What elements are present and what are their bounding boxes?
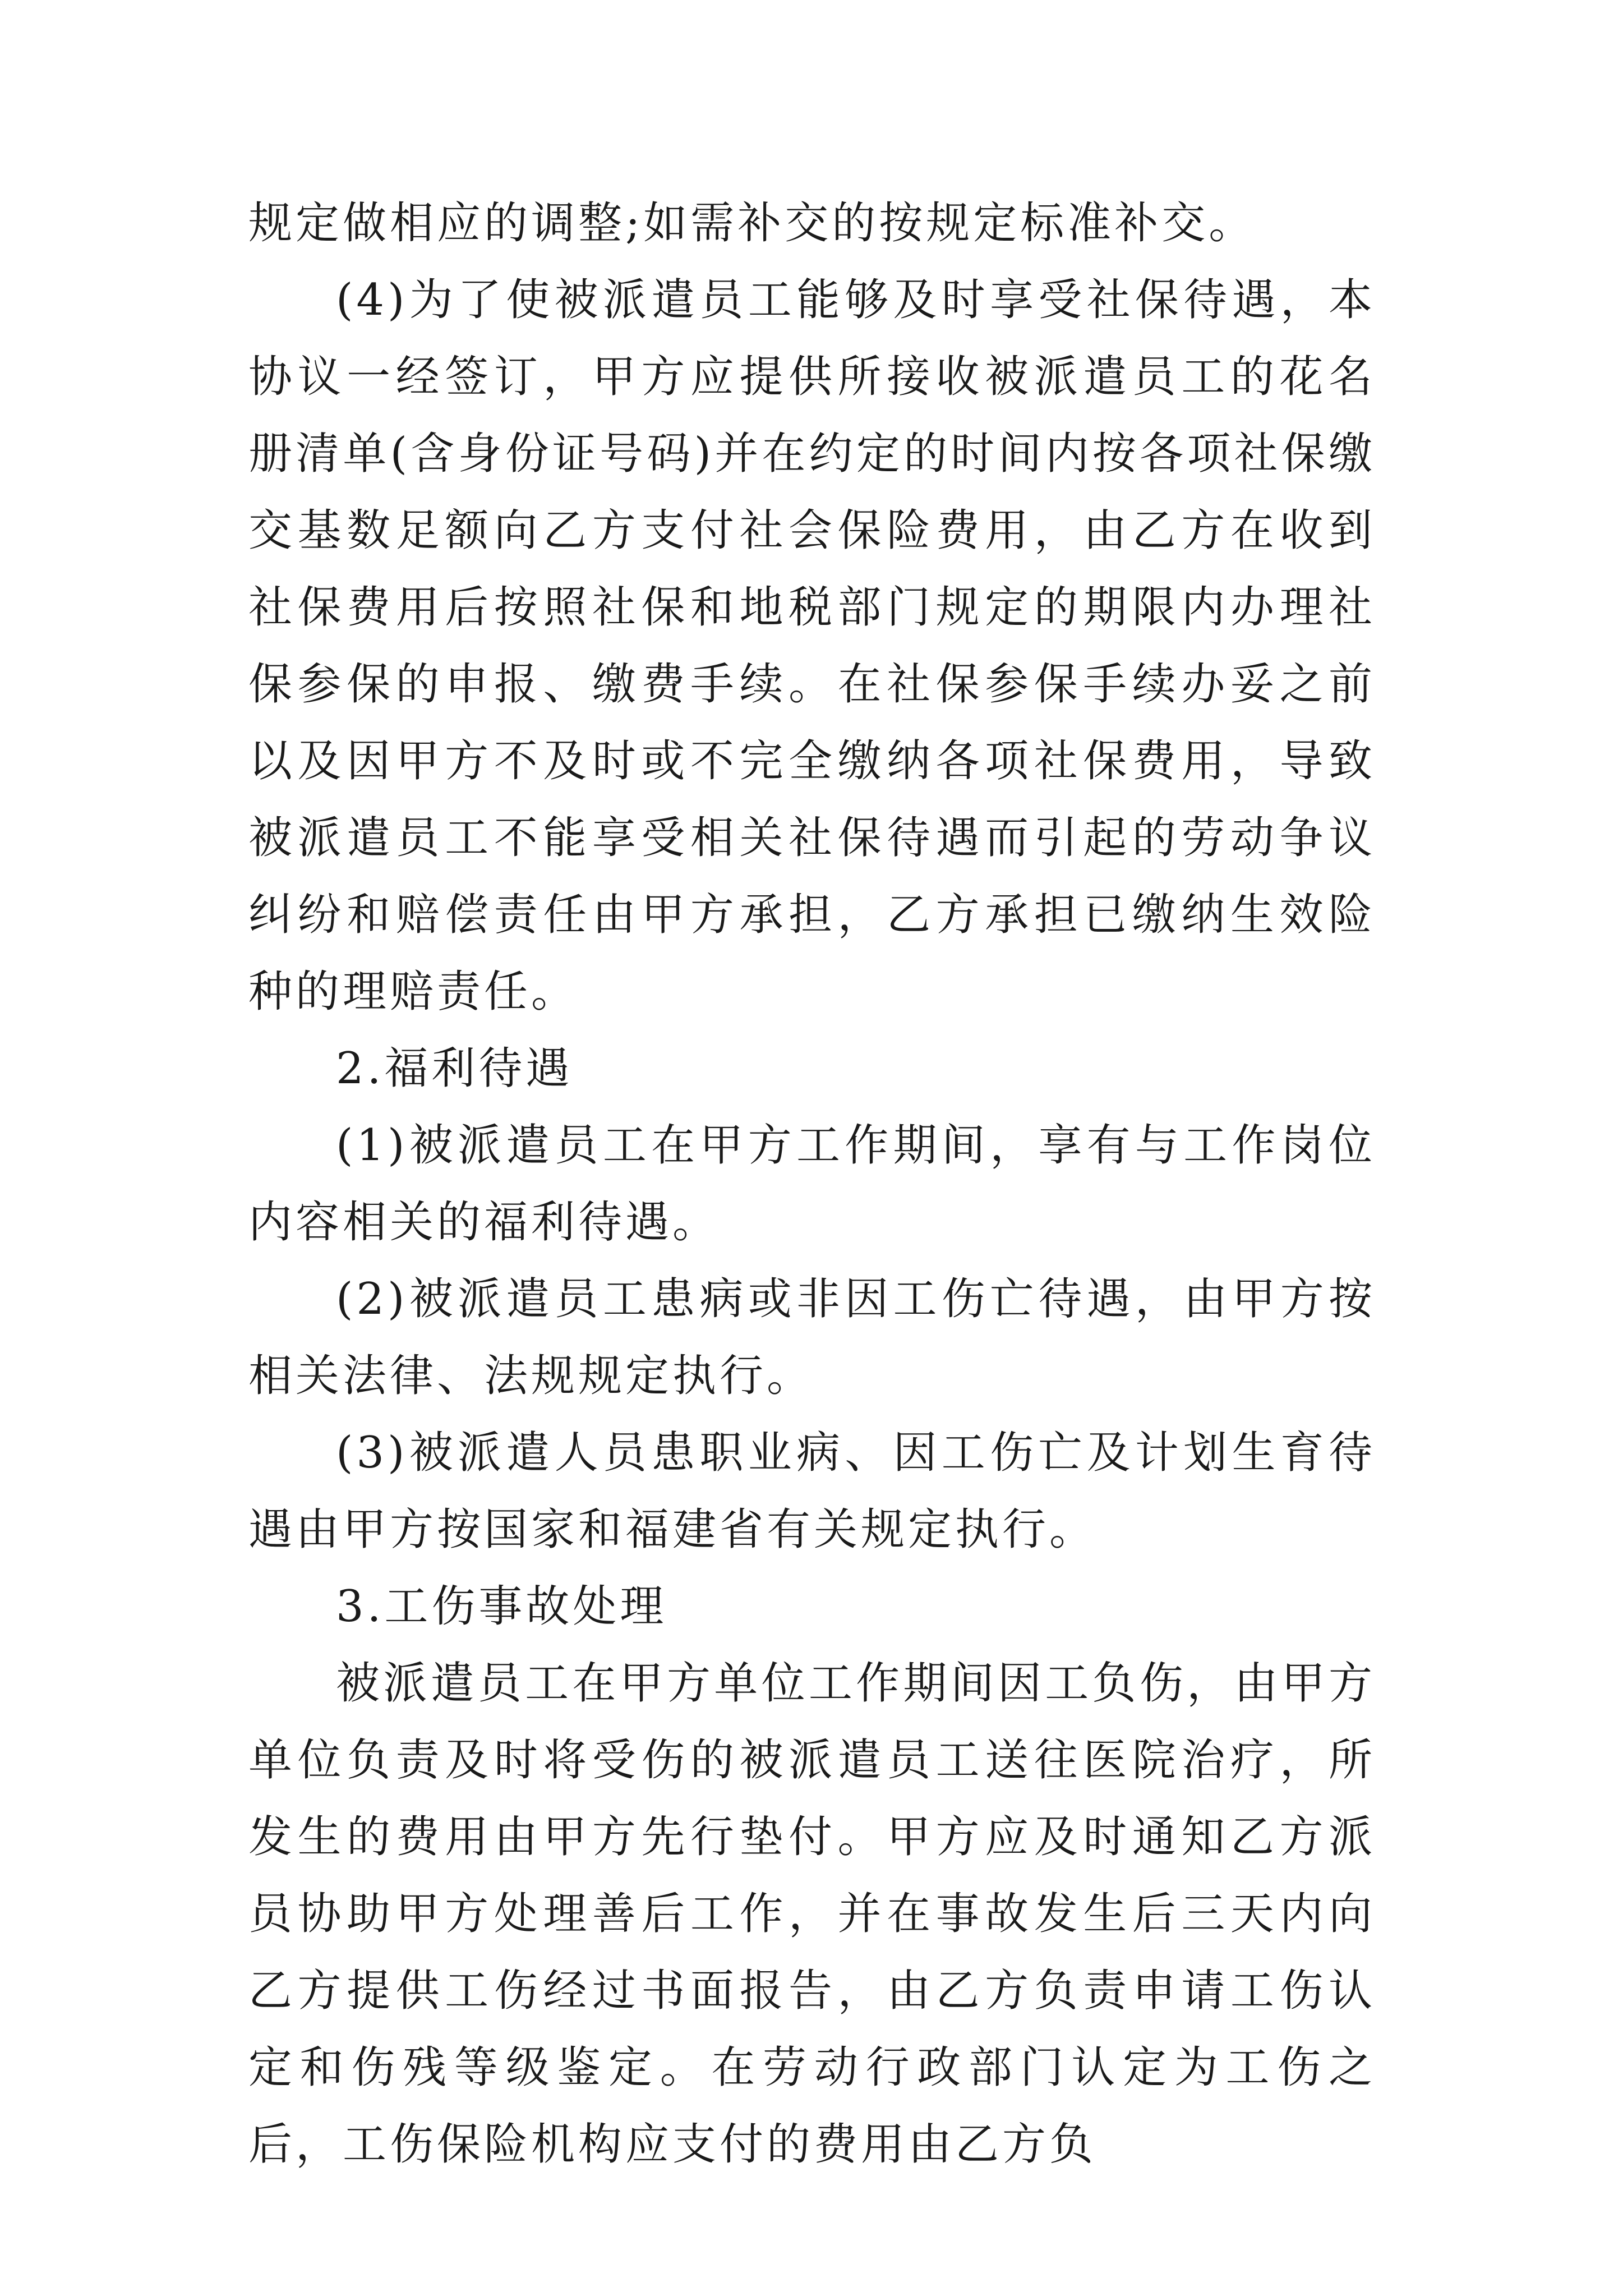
paragraph-welfare-clause-1: (1)被派遣员工在甲方工作期间，享有与工作岗位内容相关的福利待遇。 [248, 1120, 1376, 1248]
paragraph-welfare-clause-3: (3)被派遣人员患职业病、因工伤亡及计划生育待遇由甲方按国家和福建省有关规定执行。 [248, 1428, 1376, 1555]
paragraph-work-injury-handling: 被派遣员工在甲方单位工作期间因工负伤，由甲方单位负责及时将受伤的被派遣员工送往医院治疗，所发生的费用由甲方先行垫付。甲方应及时通知乙方派员协助甲方处理善后工作，并在事故发生后三天内向乙方提供工伤经过书面报告，由乙方负责申请工伤认定和伤残等级鉴定。在劳动行政部门认定为工伤之后，工伤保险机构应支付的费用由乙方负 [248, 1658, 1376, 2170]
paragraph-welfare-clause-2: (2)被派遣员工患病或非因工伤亡待遇，由甲方按相关法律、法规规定执行。 [248, 1274, 1376, 1401]
document-body [248, 185, 1376, 2183]
section-heading-work-injury: 3.工伤事故处理 [336, 1581, 667, 1632]
paragraph-continuation: 规定做相应的调整;如需补交的按规定标准补交。 [248, 198, 1256, 249]
paragraph-social-insurance-clause-4: (4)为了使被派遣员工能够及时享受社保待遇，本协议一经签订，甲方应提供所接收被派遣员工的花名册清单(含身份证号码)并在约定的时间内按各项社保缴交基数足额向乙方支付社会保险费用，由乙方在收到社保费用后按照社保和地税部门规定的期限内办理社保参保的申报、缴费手续。在社保参保手续办妥之前以及因甲方不及时或不完全缴纳各项社保费用，导致被派遣员工不能享受相关社保待遇而引起的劳动争议纠纷和赔偿责任由甲方承担，乙方承担已缴纳生效险种的理赔责任。 [248, 275, 1376, 1017]
section-heading-welfare: 2.福利待遇 [336, 1043, 573, 1094]
